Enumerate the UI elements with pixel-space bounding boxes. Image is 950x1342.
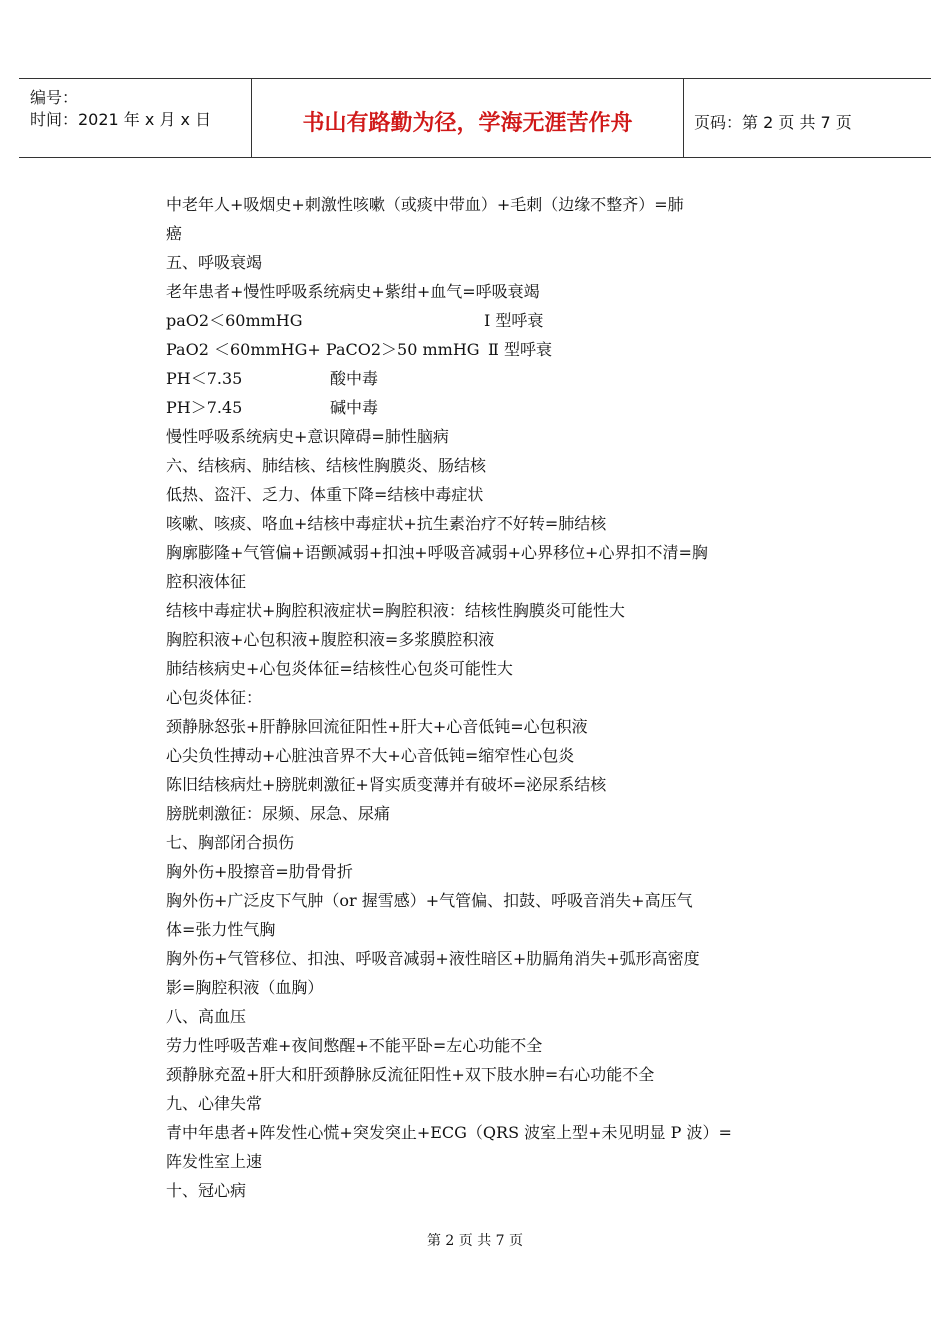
section-heading: 九、心律失常 [166, 1094, 263, 1113]
text-line: 影=胸腔积液（血胸） [166, 978, 324, 997]
document-time-label: 时间：2021 年 x 月 x 日 [30, 110, 212, 129]
text-line: 癌 [166, 224, 183, 243]
text-line: 胸外伤+广泛皮下气肿（or 握雪感）+气管偏、扣鼓、呼吸音消失+高压气 [166, 891, 693, 910]
blood-gas-condition: paO2＜60mmHG [166, 311, 303, 330]
text-line: 老年患者+慢性呼吸系统病史+紫绀+血气=呼吸衰竭 [166, 282, 540, 301]
blood-gas-row [166, 368, 379, 390]
text-line: 青中年患者+阵发性心慌+突发突止+ECG（QRS 波室上型+未见明显 P 波）= [166, 1123, 732, 1142]
text-line: 胸外伤+气管移位、扣浊、呼吸音减弱+液性暗区+肋膈角消失+弧形高密度 [166, 949, 700, 968]
text-line: 腔积液体征 [166, 572, 247, 591]
section-heading: 七、胸部闭合损伤 [166, 833, 295, 852]
text-line: 胸廓膨隆+气管偏+语颤减弱+扣浊+呼吸音减弱+心界移位+心界扣不清=胸 [166, 543, 708, 562]
text-line: 胸腔积液+心包积液+腹腔积液=多浆膜腔积液 [166, 630, 495, 649]
section-heading: 五、呼吸衰竭 [166, 253, 263, 272]
blood-gas-row [166, 397, 379, 419]
blood-gas-condition: PaO2 ＜60mmHG+ PaCO2＞50 mmHG [166, 340, 480, 359]
header-page-number: 页码：第 2 页 共 7 页 [694, 113, 852, 132]
blood-gas-row [166, 339, 552, 361]
header-motto-cell [251, 79, 684, 157]
text-line: 肺结核病史+心包炎体征=结核性心包炎可能性大 [166, 659, 513, 678]
blood-gas-result: Ⅱ 型呼衰 [488, 340, 552, 359]
text-line: 中老年人+吸烟史+刺激性咳嗽（或痰中带血）+毛刺（边缘不整齐）=肺 [166, 195, 684, 214]
header-page-cell [683, 79, 931, 157]
header-info-cell [19, 79, 251, 157]
blood-gas-result: 碱中毒 [330, 398, 379, 417]
text-line: 体=张力性气胸 [166, 920, 276, 939]
text-line: 胸外伤+股擦音=肋骨骨折 [166, 862, 353, 881]
text-line: 陈旧结核病灶+膀胱刺激征+肾实质变薄并有破坏=泌尿系结核 [166, 775, 607, 794]
text-line: 咳嗽、咳痰、咯血+结核中毒症状+抗生素治疗不好转=肺结核 [166, 514, 607, 533]
text-line: 低热、盗汗、乏力、体重下降=结核中毒症状 [166, 485, 484, 504]
text-line: 阵发性室上速 [166, 1152, 263, 1171]
text-line: 劳力性呼吸苦难+夜间憋醒+不能平卧=左心功能不全 [166, 1036, 543, 1055]
document-number-label: 编号： [30, 88, 79, 107]
blood-gas-result: Ⅰ 型呼衰 [484, 311, 544, 330]
section-heading: 八、高血压 [166, 1007, 247, 1026]
text-line: 心尖负性搏动+心脏浊音界不大+心音低钝=缩窄性心包炎 [166, 746, 575, 765]
section-heading: 十、冠心病 [166, 1181, 247, 1200]
text-line: 膀胱刺激征：尿频、尿急、尿痛 [166, 804, 391, 823]
header-motto: 书山有路勤为径，学海无涯苦作舟 [302, 111, 633, 136]
text-line: 心包炎体征： [166, 688, 263, 707]
page-footer: 第 2 页 共 7 页 [426, 1233, 524, 1249]
text-line: 颈静脉怒张+肝静脉回流征阳性+肝大+心音低钝=心包积液 [166, 717, 588, 736]
blood-gas-result: 酸中毒 [330, 369, 379, 388]
text-line: 慢性呼吸系统病史+意识障碍=肺性脑病 [166, 427, 449, 446]
text-line: 结核中毒症状+胸腔积液症状=胸腔积液：结核性胸膜炎可能性大 [166, 601, 625, 620]
blood-gas-row [166, 310, 544, 332]
page-header [19, 78, 931, 158]
section-heading: 六、结核病、肺结核、结核性胸膜炎、肠结核 [166, 456, 487, 475]
text-line: 颈静脉充盈+肝大和肝颈静脉反流征阳性+双下肢水肿=右心功能不全 [166, 1065, 655, 1084]
blood-gas-condition: PH＜7.35 [166, 369, 243, 388]
blood-gas-condition: PH＞7.45 [166, 398, 243, 417]
